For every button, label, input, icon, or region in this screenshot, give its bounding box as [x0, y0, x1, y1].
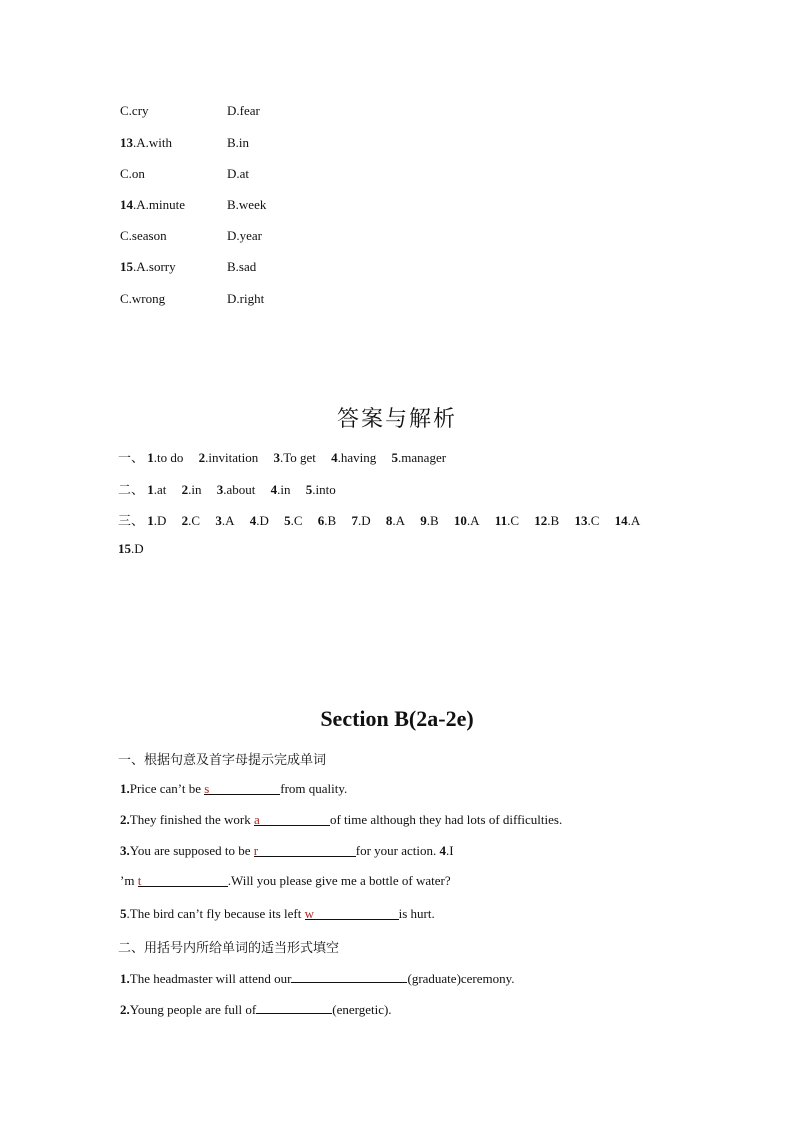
question-15-option-a: 15.A.sorry: [120, 259, 176, 274]
form-question-1: 1.The headmaster will attend our (graduate)ceremony.: [120, 971, 515, 986]
answers-title: 答案与解析: [336, 407, 457, 432]
answer-blank[interactable]: a: [254, 812, 330, 826]
answers-part-3-continued: 15.D: [118, 541, 144, 556]
answers-part-1: 一、 1.to do 2.invitation 3.To get 4.having 5.manager: [118, 450, 447, 466]
part-2-instructions: 二、用括号内所给单词的适当形式填空: [118, 941, 340, 956]
fill-question-5: 5.The bird can’t fly because its left w is hurt.: [120, 906, 435, 921]
part-1-instructions: 一、根据句意及首字母提示完成单词: [118, 753, 327, 768]
option-c-12: C.cry: [120, 103, 149, 118]
question-14-option-b: B.week: [227, 197, 267, 212]
answers-part-3: 三、 1.D 2.C 3.A 4.D 5.C 6.B 7.D 8.A 9.B 10.A 11.C 12.B 13.C 14.A: [118, 513, 641, 529]
section-title: Section B(2a-2e): [320, 706, 474, 731]
answer-blank[interactable]: r: [254, 843, 356, 857]
question-13-option-c: C.on: [120, 166, 145, 181]
answer-blank[interactable]: w: [305, 906, 399, 920]
answers-part-2: 二、 1.at 2.in 3.about 4.in 5.into: [118, 482, 336, 498]
question-14-option-c: C.season: [120, 228, 167, 243]
question-15-option-d: D.right: [227, 291, 265, 306]
fill-question-2: 2.They finished the work a of time although they had lots of difficulties.: [120, 812, 563, 827]
form-question-2: 2.Young people are full of (energetic).: [120, 1002, 392, 1017]
fill-question-1: 1.Price can’t be s from quality.: [120, 781, 348, 796]
answer-blank[interactable]: t: [138, 873, 228, 887]
answer-blank[interactable]: [256, 1000, 332, 1014]
option-d-12: D.fear: [227, 103, 260, 118]
question-15-option-c: C.wrong: [120, 291, 166, 306]
question-13-option-a: 13.A.with: [120, 135, 172, 150]
fill-question-3: 3.You are supposed to be r for your action. 4.I: [120, 843, 454, 858]
answer-blank[interactable]: [291, 969, 407, 983]
question-14-option-a: 14.A.minute: [120, 197, 185, 212]
question-15-option-b: B.sad: [227, 259, 257, 274]
fill-question-4: ’m t .Will you please give me a bottle of water?: [120, 873, 451, 888]
question-14-option-d: D.year: [227, 228, 263, 243]
question-13-option-d: D.at: [227, 166, 250, 181]
answer-blank[interactable]: s: [204, 781, 280, 795]
question-13-option-b: B.in: [227, 135, 250, 150]
